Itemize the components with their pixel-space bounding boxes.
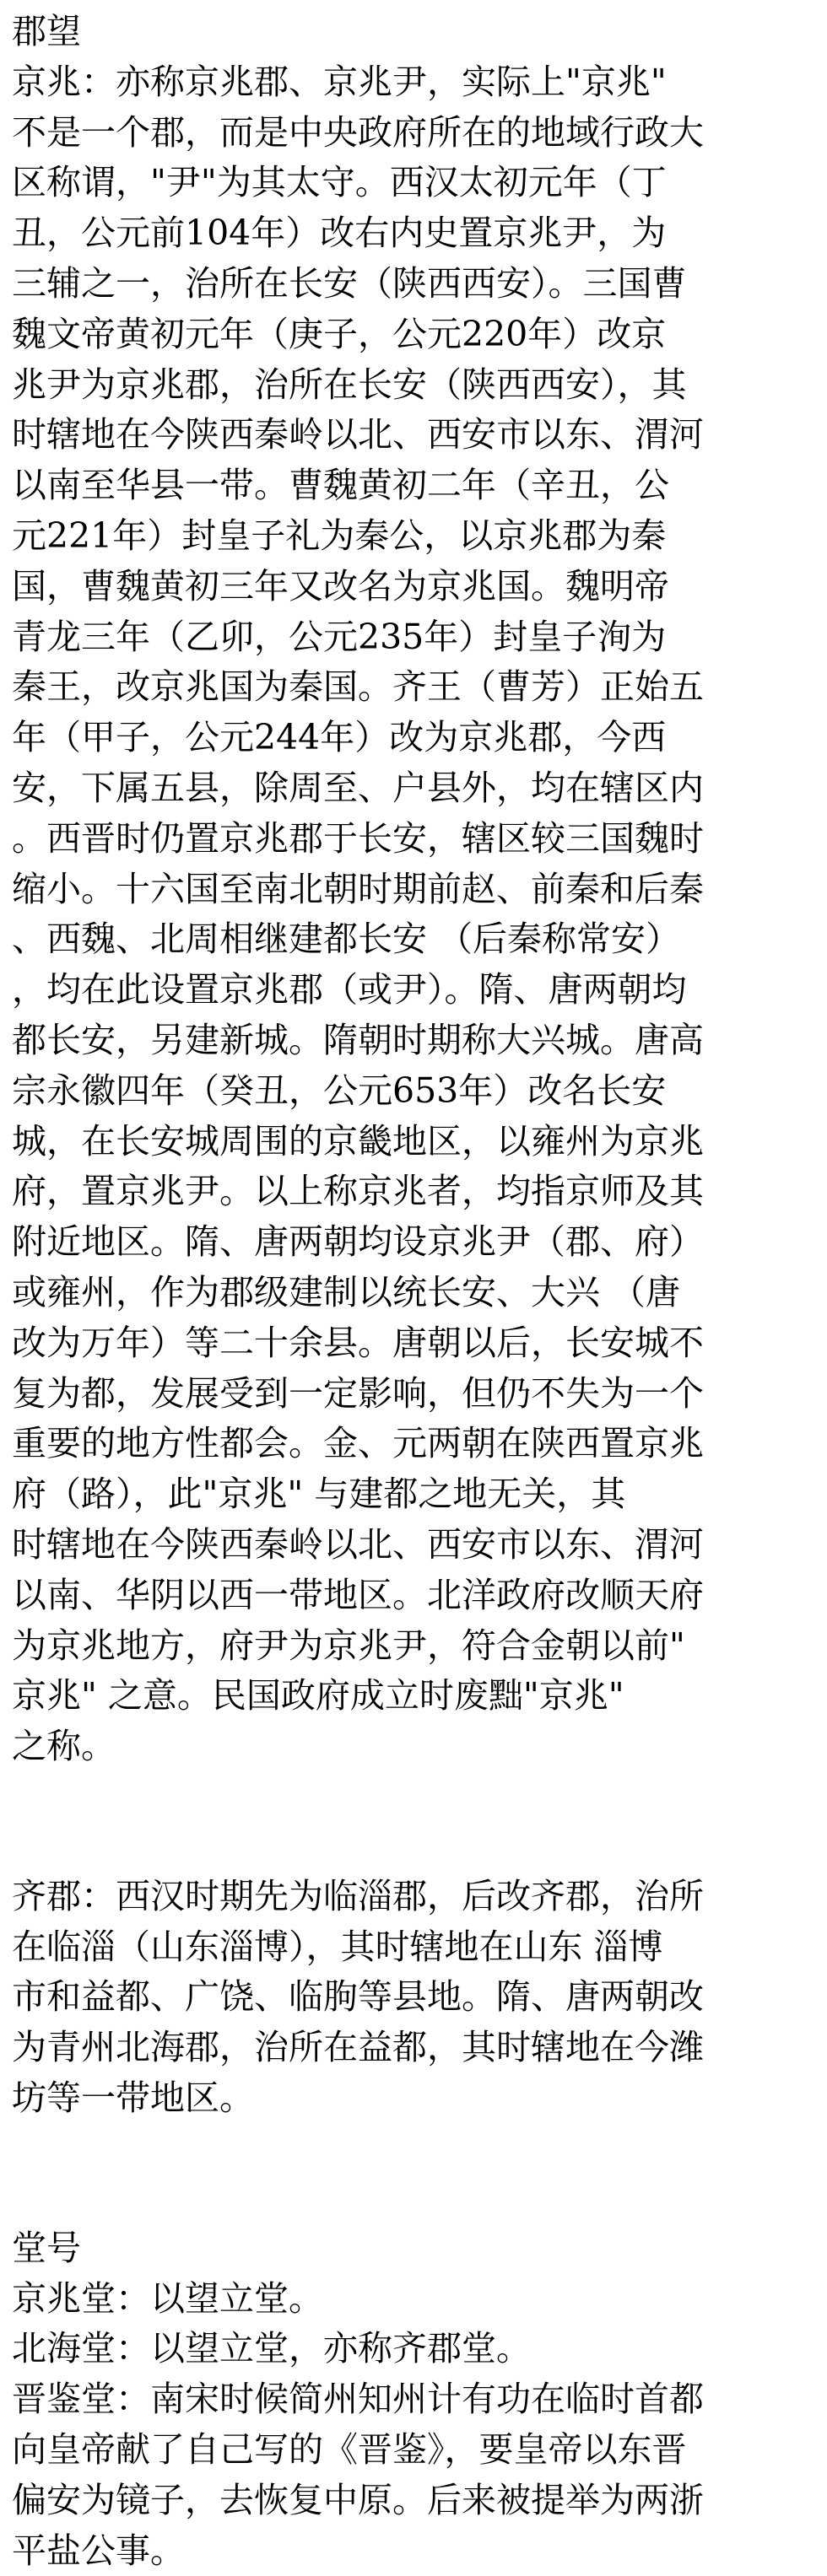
tanghao-section <box>12 2223 815 2576</box>
jingzhao-line-6: 魏文帝黄初元年（庚子，公元220年）改京 <box>12 313 667 354</box>
jingzhao-line-22: 城，在长安城周围的京畿地区，以雍州为京兆 <box>12 1120 704 1161</box>
jingzhao-line-27: 复为都，发展受到一定影响，但仍不失为一个 <box>12 1372 704 1414</box>
qijun-line-5: 坊等一带地区。 <box>12 2078 254 2119</box>
tanghao-line-6: 平盐公事。 <box>12 2530 185 2571</box>
qijun-line-2: 在临淄（山东淄博），其时辖地在山东 淄博 <box>12 1926 663 1967</box>
tanghao-line-3: 晋鉴堂：南宋时候简州知州计有功在临时首都 <box>12 2379 704 2420</box>
jingzhao-line-8: 时辖地在今陕西秦岭以北、西安市以东、渭河 <box>12 414 704 455</box>
qijun-line-4: 为青州北海郡，治所在益都，其时辖地在今潍 <box>12 2027 704 2068</box>
tanghao-line-1: 京兆堂：以望立堂。 <box>12 2277 323 2319</box>
jingzhao-line-12: 青龙三年（乙卯，公元235年）封皇子洵为 <box>12 616 667 657</box>
jingzhao-line-5: 三辅之一，治所在长安（陕西西安）。三国曹 <box>12 262 687 304</box>
jingzhao-line-21: 宗永徽四年（癸丑，公元653年）改名长安 <box>12 1070 667 1111</box>
jingzhao-line-34: 之称。 <box>12 1726 116 1767</box>
qijun-paragraph <box>12 1872 815 2124</box>
tanghao-title: 堂号 <box>12 2227 81 2268</box>
jingzhao-line-33: 京兆" 之意。民国政府成立时废黜"京兆" <box>12 1675 624 1716</box>
jingzhao-line-29: 府（路），此"京兆" 与建都之地无关，其 <box>12 1474 626 1515</box>
junwang-title: 郡望 <box>12 11 81 51</box>
jingzhao-line-13: 秦王，改京兆国为秦国。齐王（曹芳）正始五 <box>12 666 704 708</box>
jingzhao-line-1: 京兆：亦称京兆郡、京兆尹，实际上"京兆" <box>12 61 667 102</box>
paragraph-gap <box>12 1772 815 1872</box>
jingzhao-line-16: 。西晋时仍置京兆郡于长安，辖区较三国魏时 <box>12 817 704 859</box>
jingzhao-line-10: 元221年）封皇子礼为秦公，以京兆郡为秦 <box>12 515 667 556</box>
jingzhao-line-15: 安，下属五县，除周至、户县外，均在辖区内 <box>12 767 704 808</box>
document-page <box>12 7 815 2576</box>
jingzhao-line-11: 国，曹魏黄初三年又改名为京兆国。魏明帝 <box>12 565 669 606</box>
jingzhao-line-9: 以南至华县一带。曹魏黄初二年（辛丑，公 <box>12 465 669 506</box>
qijun-line-1: 齐郡：西汉时期先为临淄郡，后改齐郡，治所 <box>12 1875 704 1916</box>
jingzhao-line-28: 重要的地方性都会。金、元两朝在陕西置京兆 <box>12 1423 704 1464</box>
junwang-section <box>12 7 815 1772</box>
jingzhao-line-18: 、西魏、北周相继建都长安 （后秦称常安） <box>12 919 681 960</box>
tanghao-line-4: 向皇帝献了自己写的《晋鉴》，要皇帝以东晋 <box>12 2429 687 2471</box>
jingzhao-line-30: 时辖地在今陕西秦岭以北、西安市以东、渭河 <box>12 1523 704 1565</box>
jingzhao-line-7: 兆尹为京兆郡，治所在长安（陕西西安），其 <box>12 364 687 405</box>
jingzhao-line-4: 丑，公元前104年）改右内史置京兆尹，为 <box>12 213 667 254</box>
jingzhao-line-24: 附近地区。隋、唐两朝均设京兆尹（郡、府） <box>12 1221 704 1263</box>
jingzhao-paragraph <box>12 57 815 1772</box>
jingzhao-line-23: 府，置京兆尹。以上称京兆者，均指京师及其 <box>12 1171 704 1212</box>
jingzhao-line-32: 为京兆地方，府尹为京兆尹，符合金朝以前" <box>12 1625 685 1666</box>
jingzhao-line-19: ，均在此设置京兆郡（或尹）。隋、唐两朝均 <box>12 969 687 1010</box>
jingzhao-line-31: 以南、华阴以西一带地区。北洋政府改顺天府 <box>12 1574 704 1615</box>
tanghao-line-2: 北海堂：以望立堂，亦称齐郡堂。 <box>12 2328 531 2369</box>
jingzhao-line-14: 年（甲子，公元244年）改为京兆郡，今西 <box>12 717 667 758</box>
jingzhao-line-20: 都长安，另建新城。隋朝时期称大兴城。唐高 <box>12 1019 704 1060</box>
qijun-line-3: 市和益都、广饶、临朐等县地。隋、唐两朝改 <box>12 1976 704 2018</box>
section-gap <box>12 2124 815 2223</box>
jingzhao-line-26: 改为万年）等二十余县。唐朝以后，长安城不 <box>12 1322 704 1363</box>
jingzhao-line-17: 缩小。十六国至南北朝时期前赵、前秦和后秦 <box>12 868 704 909</box>
tanghao-line-5: 偏安为镜子，去恢复中原。后来被提举为两浙 <box>12 2479 704 2520</box>
jingzhao-line-2: 不是一个郡，而是中央政府所在的地域行政大 <box>12 111 704 153</box>
jingzhao-line-3: 区称谓，"尹"为其太守。西汉太初元年（丁 <box>12 162 667 203</box>
jingzhao-line-25: 或雍州，作为郡级建制以统长安、大兴 （唐 <box>12 1271 681 1312</box>
